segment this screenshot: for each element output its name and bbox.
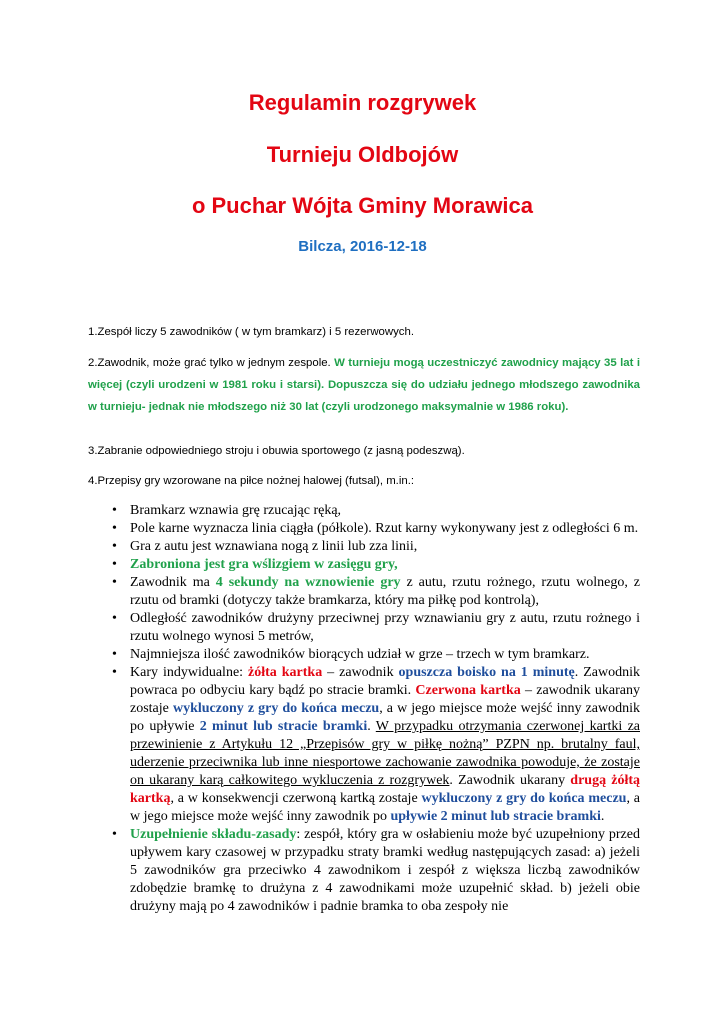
section-2-age-rule: W turnieju mogą uczestniczyć zawodnicy mający 35 lat i więcej (czyli urodzeni w 1981 roku i starsi). Dopuszcza się do udziału jednego młodszego zawodnika w turnieju- jednak nie młodszego niż 30 lat (czyli urodzonego maksymalnie w 1986 roku). bbox=[88, 357, 641, 413]
rule-item bbox=[112, 520, 640, 538]
rule-text: z autu, rzutu rożnego, rzutu wolnego, z rzutu od bramki (dotyczy także bramkarza, który ma piłkę pod kontrolą), bbox=[130, 575, 640, 608]
rule-item bbox=[112, 610, 640, 646]
section-2-text: 2.Zawodnik, może grać tylko w jednym zespole. bbox=[88, 357, 335, 369]
rule-text: : zespół, który gra w osłabieniu może być uzupełniony przed upływem kary czasowej w przypadku straty bramki według następujących zasad: a) jeżeli 5 zawodników gra przeciwko 4 zawodnikom i zespół z większa liczbą zawodników zdobędzie bramkę to drużyna z 4 zawodnikami może uzupełnić skład. b) jeżeli obie drużyny mają po 4 zawodników i padnie bramka to oba zespoły nie bbox=[130, 827, 640, 914]
yellow-card-label: żółta kartka bbox=[248, 665, 323, 680]
rule-text: , a w jego miejsce może wejść inny zawodnik po upływie bbox=[130, 701, 640, 734]
rule-item bbox=[112, 574, 640, 610]
rule-item-squad bbox=[112, 826, 640, 916]
rules-list bbox=[112, 502, 640, 916]
rule-highlight: upływie 2 minut lub stracie bramki bbox=[390, 809, 601, 824]
red-card-label: Czerwona kartka bbox=[415, 683, 521, 698]
rule-highlight: wykluczony z gry do końca meczu bbox=[172, 701, 380, 716]
place-date: Bilcza, 2016-12-18 bbox=[298, 238, 427, 255]
section-2 bbox=[88, 352, 640, 418]
rule-text: Zawodnik ma bbox=[130, 575, 216, 590]
rule-text: Gra z autu jest wznawiana nogą z linii lub zza linii, bbox=[130, 539, 418, 554]
rule-highlight: Uzupełnienie składu-zasady bbox=[130, 827, 297, 842]
rule-item bbox=[112, 556, 640, 574]
rule-item bbox=[112, 502, 640, 520]
section-3: 3.Zabranie odpowiedniego stroju i obuwia sportowego (z jasną podeszwą). bbox=[88, 445, 465, 457]
rule-text: , a w jego miejsce może wejść inny zawodnik po bbox=[130, 791, 641, 824]
rule-item-penalties bbox=[112, 664, 640, 826]
rule-highlight: 4 sekundy na wznowienie gry bbox=[215, 575, 401, 590]
rule-text: Bramkarz wznawia grę rzucając ręką, bbox=[130, 503, 342, 518]
rule-text: . bbox=[600, 809, 605, 824]
rule-text: . Zawodnik powraca po odbyciu kary bądź po stracie bramki. bbox=[130, 665, 640, 698]
rule-text: . bbox=[367, 719, 376, 734]
title-line-2: Turnieju Oldbojów bbox=[266, 142, 459, 167]
rule-text-slide-tackle: Zabroniona jest gra wślizgiem w zasięgu gry, bbox=[130, 557, 398, 572]
rule-text: . Zawodnik ukarany bbox=[449, 773, 571, 788]
section-1: 1.Zespół liczy 5 zawodników ( w tym bramkarz) i 5 rezerwowych. bbox=[88, 326, 414, 338]
rule-text: – zawodnik bbox=[322, 665, 399, 680]
rule-underlined: W przypadku otrzymania czerwonej kartki za przewinienie z Artykułu 12 „Przepisów gry w piłkę nożną” PZPN np. brutalny faul, uderzenie przeciwnika lub inne niesportowe zachowanie zawodnika powoduje, że zostaje on ukarany karą całkowitego wykluczenia z rozgrywek bbox=[130, 719, 640, 788]
title-line-1: Regulamin rozgrywek bbox=[248, 90, 477, 115]
second-yellow-label: drugą żółtą kartką bbox=[130, 773, 640, 806]
title-line-3: o Puchar Wójta Gminy Morawica bbox=[191, 193, 534, 218]
rule-text: – zawodnik ukarany zostaje bbox=[130, 683, 640, 716]
rule-text: Kary indywidualne: bbox=[130, 665, 249, 680]
rule-text: Najmniejsza ilość zawodników biorących udział w grze – trzech w tym bramkarz. bbox=[130, 647, 590, 662]
rule-item bbox=[112, 538, 640, 556]
section-4: 4.Przepisy gry wzorowane na piłce nożnej halowej (futsal), m.in.: bbox=[88, 475, 415, 487]
rule-highlight: 2 minut lub stracie bramki bbox=[199, 719, 368, 734]
rule-text: Odległość zawodników drużyny przeciwnej przy wznawianiu gry z autu, rzutu rożnego i rzutu wolnego wynosi 5 metrów, bbox=[130, 611, 640, 644]
rule-highlight: wykluczony z gry do końca meczu bbox=[421, 791, 627, 806]
rule-item bbox=[112, 646, 640, 664]
rule-highlight: opuszcza boisko na 1 minutę bbox=[398, 665, 575, 680]
rule-text: , a w konsekwencji czerwoną kartką zostaje bbox=[170, 791, 422, 806]
rule-text: Pole karne wyznacza linia ciągła (półkole). Rzut karny wykonywany jest z odległości 6 m. bbox=[130, 521, 639, 536]
